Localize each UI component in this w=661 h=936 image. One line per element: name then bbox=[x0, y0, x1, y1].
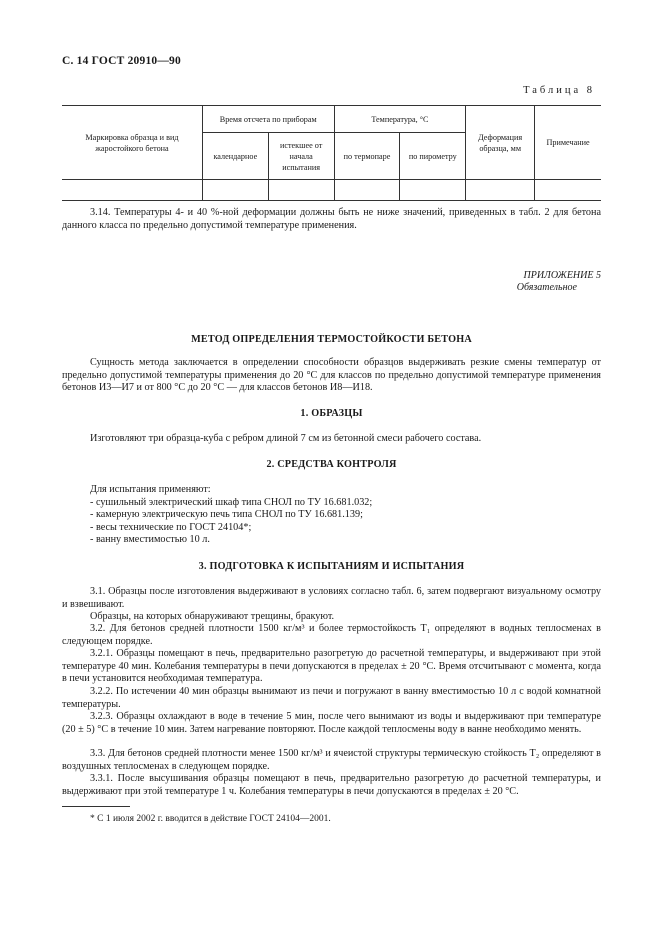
page-header: С. 14 ГОСТ 20910—90 bbox=[62, 55, 181, 67]
col-note: Примечание bbox=[535, 106, 601, 180]
intro-paragraph: Сущность метода заключается в определении способности образцов выдерживать резкие смены температур от предельно допустимой температуры применения до 20 °С для классов по предельно допустимой температуре применения бетонов И3—И7 и от 800 °С до 20 °С — для классов бетонов И8—И18. bbox=[62, 357, 601, 393]
table-cell bbox=[268, 180, 334, 201]
para-3-2-2: 3.2.2. По истечении 40 мин образцы вынимают из печи и погружают в ванну вместимостью 10 л с водой комнатной температуры. bbox=[62, 686, 601, 710]
footnote: * С 1 июля 2002 г. вводится в действие ГОСТ 24104—2001. bbox=[90, 814, 331, 824]
para-3-2: 3.2. Для бетонов средней плотности 1500 кг/м³ и более термостойкость T₁ определяют в водных теплосменах в следующем порядке. bbox=[62, 623, 601, 647]
appendix-title: ПРИЛОЖЕНИЕ 5 bbox=[523, 270, 601, 281]
table-cell bbox=[62, 180, 202, 201]
table-cell bbox=[202, 180, 268, 201]
col-temp: Температура, °С bbox=[334, 106, 466, 133]
para-3-1b: Образцы, на которых обнаруживают трещины, бракуют. bbox=[90, 611, 335, 622]
table-cell bbox=[535, 180, 601, 201]
para-3-3: 3.3. Для бетонов средней плотности менее 1500 кг/м³ и ячеистой структуры термическую стойкость T₂ определяют в воздушных теплосменах в следующем порядке. bbox=[62, 748, 601, 772]
table-cell bbox=[466, 180, 535, 201]
section-1-text: Изготовляют три образца-куба с ребром длиной 7 см из бетонной смеси рабочего состава. bbox=[90, 433, 482, 444]
para-3-2-3: 3.2.3. Образцы охлаждают в воде в течение 5 мин, после чего вынимают из воды и выдерживают при температуре (20 ± 5) °С в течение 10 мин. Затем нагревание повторяют. После каждой теплосмены воду в ванне необходимо менять. bbox=[62, 711, 601, 735]
para-3-3-1: 3.3.1. После высушивания образцы помещают в печь, предварительно разогретую до расчетной температуры, и выдерживают при этой температуре 1 ч. Колебания температуры в печи допускаются в пределах ± 20 °С. bbox=[62, 773, 601, 797]
section-2-title: 2. СРЕДСТВА КОНТРОЛЯ bbox=[266, 459, 397, 470]
para-3-14: 3.14. Температуры 4- и 40 %-ной деформации должны быть не ниже значений, приведенных в табл. 2 для бетона данного класса по предельно допустимой температуре применения. bbox=[62, 207, 601, 231]
appendix-block bbox=[517, 270, 601, 294]
para-3-1: 3.1. Образцы после изготовления выдерживают в условиях согласно табл. 6, затем подвергают визуальному осмотру и взвешивают. bbox=[62, 586, 601, 610]
list-item: - ванну вместимостью 10 л. bbox=[90, 534, 210, 545]
section-1-title: 1. ОБРАЗЦЫ bbox=[300, 408, 363, 419]
col-temp-thermocouple: по термопаре bbox=[334, 133, 400, 180]
table-cell bbox=[400, 180, 466, 201]
section-2-list bbox=[90, 484, 601, 547]
col-time: Время отсчета по приборам bbox=[202, 106, 334, 133]
appendix-status: Обязательное bbox=[516, 282, 577, 293]
list-item: - весы технические по ГОСТ 24104*; bbox=[90, 521, 252, 533]
col-marking: Маркировка образца и вид жаростойкого бетона bbox=[62, 106, 202, 180]
footnote-divider bbox=[62, 806, 130, 807]
col-temp-pyrometer: по пирометру bbox=[400, 133, 466, 180]
col-time-calendar: календарное bbox=[202, 133, 268, 180]
data-table bbox=[62, 105, 601, 201]
list-lead: Для испытания применяют: bbox=[90, 484, 211, 495]
section-3-title: 3. ПОДГОТОВКА К ИСПЫТАНИЯМ И ИСПЫТАНИЯ bbox=[198, 561, 465, 572]
main-title: МЕТОД ОПРЕДЕЛЕНИЯ ТЕРМОСТОЙКОСТИ БЕТОНА bbox=[191, 334, 472, 345]
table-row bbox=[62, 180, 601, 201]
list-item: - сушильный электрический шкаф типа СНОЛ по ТУ 16.681.032; bbox=[90, 496, 373, 508]
para-3-2-1: 3.2.1. Образцы помещают в печь, предварительно разогретую до расчетной температуры, и выдерживают при этой температуре 40 мин. Колебания температуры в печи допускаются в пределах ± 20 °С. Время отсчитывают с момента, когда в печи установится необходимая температура. bbox=[62, 648, 601, 684]
col-deform: Деформация образца, мм bbox=[466, 106, 535, 180]
list-item: - камерную электрическую печь типа СНОЛ по ТУ 16.681.139; bbox=[90, 509, 363, 520]
table-caption: Таблица 8 bbox=[523, 85, 595, 96]
table-cell bbox=[334, 180, 400, 201]
col-time-elapsed: истекшее от начала испытания bbox=[268, 133, 334, 180]
